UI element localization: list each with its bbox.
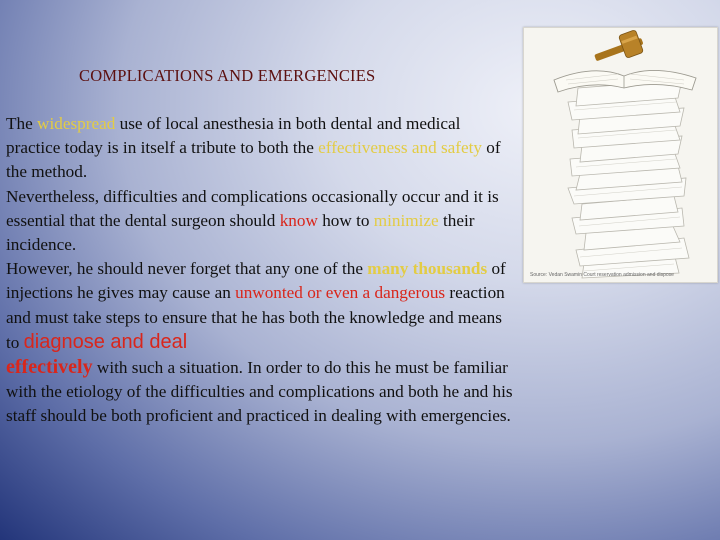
photo-caption: Source: Vedan Swamin Court reservation admission and dispose [530, 272, 674, 278]
text-run: use of local anesthesia in both dental and medical practice today is in itself a tribute to both the [6, 114, 461, 158]
slide-body [6, 112, 518, 429]
highlight-minimize: minimize [373, 210, 439, 230]
highlight-widespread: widespread [37, 114, 116, 133]
highlight-effectiveness: effectiveness and safety [318, 138, 482, 158]
paragraph-3 [6, 257, 518, 428]
paragraph-2 [6, 185, 518, 258]
text-run: with such a situation. In order to do this he must be familiar with the etiology of the difficulties and complications and both he and his staff should be both proficient and practiced in dealing with emergencies. [6, 358, 513, 426]
highlight-diagnose-and-deal: diagnose and deal [23, 330, 188, 353]
text-run: of injections he gives may cause an [6, 259, 506, 303]
paper-stack-photo [523, 27, 718, 283]
highlight-know: know [279, 210, 318, 230]
highlight-effectively: effectively [6, 356, 93, 379]
text-run: However, he should never forget that any one of the [6, 259, 368, 279]
highlight-unwonted: unwonted or even a dangerous [235, 283, 446, 303]
highlight-many-thousands: many thousands [367, 259, 488, 279]
text-run: Nevertheless, difficulties and complications occasionally occur and it is essential that the dental surgeon should [6, 186, 499, 230]
text-run: The [6, 114, 38, 133]
paragraph-1 [6, 112, 518, 185]
text-run: of the method. [6, 138, 501, 182]
text-run: reaction and must take steps to ensure that he has both the knowledge and means to [6, 283, 505, 352]
text-run: how to [317, 210, 374, 230]
text-run: their incidence. [6, 210, 475, 255]
slide-title: COMPLICATIONS AND EMERGENCIES [79, 66, 376, 85]
paper-stack-gavel-icon [524, 28, 717, 282]
